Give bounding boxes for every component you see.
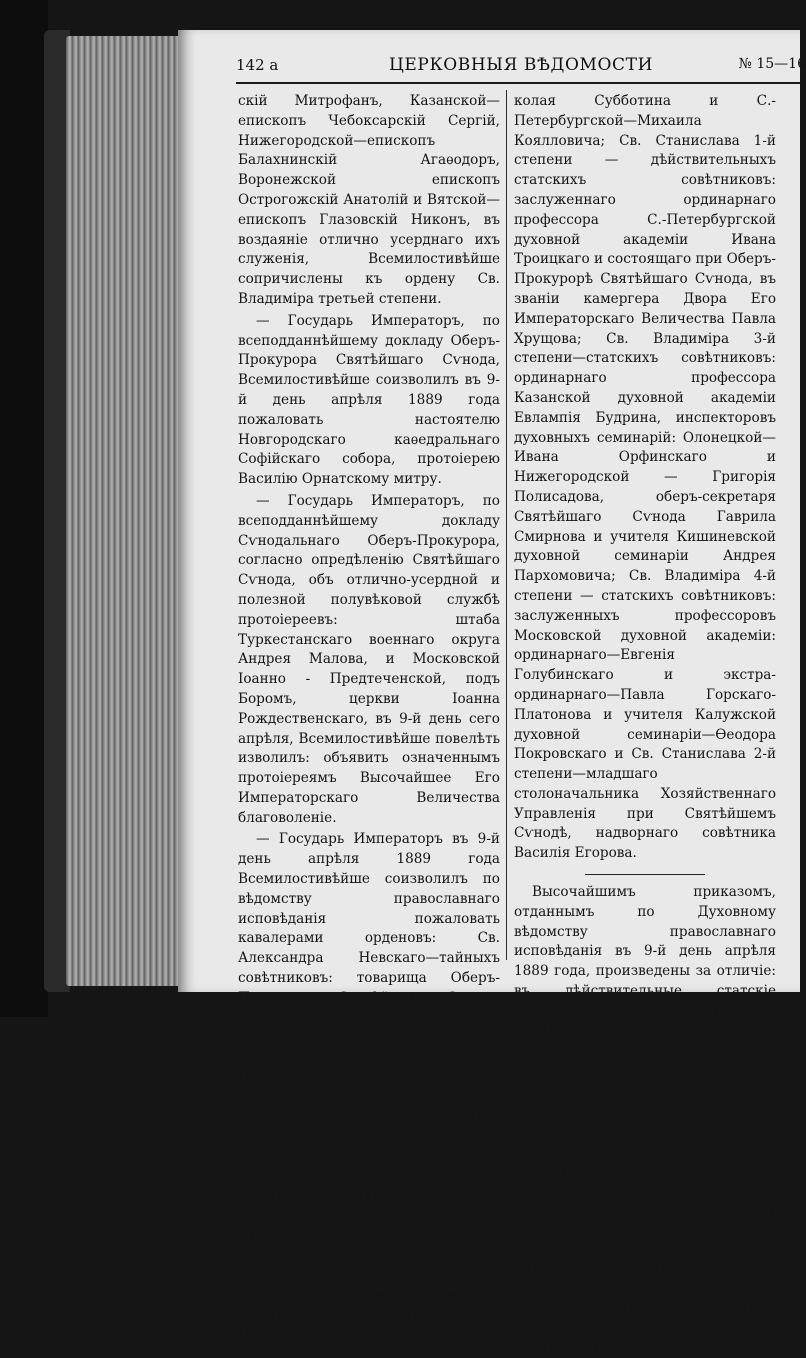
left-column	[238, 92, 500, 1343]
running-header	[236, 54, 806, 80]
book-page-edges	[44, 30, 184, 992]
document-page	[178, 30, 806, 1356]
journal-title: ЦЕРКОВНЫЯ ВѢДОМОСТИ	[388, 55, 654, 75]
issue-number: № 15—16	[738, 56, 806, 72]
paragraph: — Государь Императоръ въ 9-й день апрѣля 1889 года Всемилостивѣйше соизволилъ по вѣдомству православнаго исповѣданія пожаловать кавалерами орденовъ: Св. Александра Невскаго—тайныхъ совѣтниковъ: товарища Оберъ-Прокурора Святѣйшаго Сѵнода Николая Смирнова и директора канцеляріи Оберъ-Прокурора Святѣйшаго Сѵнода Ивана Ненарокомова; Бѣлаго Орла — управляющаго контролемъ при Святѣйшемъ Сѵнодѣ, тайнаго совѣтника Иларіона Чистовича; Св. Анны 1-й степени — дѣйствительныхъ статскихъ совѣтниковъ: члена и правителя дѣлъ Учебнаго Комитета при Святѣйшемъ Сѵнодѣ Александра Добрякова, заслуженныхъ ординарныхъ профессоровъ духовныхъ академій: Кіевской—Дмитрія Поспѣхова, Московской—Ни-	[238, 831, 500, 1343]
paragraph: — Государь Императоръ, по всеподданнѣйшему докладу Сѵнодальнаго Оберъ-Прокурора, согласно опредѣленію Святѣйшаго Сѵнода, объ отлично-усердной и полезной полувѣковой службѣ протоіереевъ: штаба Туркестанскаго военнаго округа Андрея Малова, и Московской Іоанно - Предтеченской, подъ Боромъ, церкви Іоанна Рождественскаго, въ 9-й день сего апрѣля, Всемилостивѣйше повелѣть изволилъ: объявить означеннымъ протоіереямъ Высочайшее Его Императорскаго Величества благоволеніе.	[238, 492, 500, 826]
paragraph: скій Митрофанъ, Казанской—епископъ Чебоксарскій Сергій, Нижегородской—епископъ Балахнинскій Агаѳодоръ, Воронежской епископъ Острогожскій Анатолій и Вятской—епископъ Глазовскій Никонъ, въ воздаяніе отлично усерднаго ихъ служенія, Всемилостивѣйше сопричислены къ ордену Св. Владиміра третьей степени.	[238, 93, 500, 307]
paragraph: колая Субботина и С.-Петербургской—Михаила Коялловича; Св. Станислава 1-й степени — дѣйствительныхъ статскихъ совѣтниковъ: заслуженнаго ординарнаго профессора С.-Петербургской духовной академіи Ивана Троицкаго и состоящаго при Оберъ-Прокурорѣ Святѣйшаго Сѵнода, въ званіи камергера Двора Его Императорскаго Величества Павла Хрущова; Св. Владиміра 3-й степени—статскихъ совѣтниковъ: ординарнаго профессора Казанской духовной академіи Евлампія Будрина, инспекторовъ духовныхъ семинарій: Олонецкой—Ивана Орфинскаго и Нижегородской — Григорія Полисадова, оберъ-секретаря Святѣйшаго Сѵнода Гаврила Смирнова и учителя Кишиневской духовной семинаріи Андрея Пархомовича; Св. Владиміра 4-й степени — статскихъ совѣтниковъ: заслуженныхъ профессоровъ Московской духовной академіи: ординарнаго—Евгенія Голубинскаго и экстра-ординарнаго—Павла Горскаго-Платонова и учителя Калужской духовной семинаріи—Ѳеодора Покровскаго и Св. Станислава 2-й степени—младшаго столоначальника Хозяйственнаго Управленія при Святѣйшемъ Сѵнодѣ, надворнаго совѣтника Василія Егорова.	[514, 93, 776, 862]
right-column	[514, 92, 776, 1356]
header-rule	[236, 82, 800, 84]
paragraph: Высочайшимъ приказомъ, отданнымъ по Духовному вѣдомству православнаго исповѣданія въ 9-й день апрѣля 1889 года, произведены за отличіе: въ дѣйствительные статскіе совѣтники, статскіе совѣтники: членъ Учебнаго Комитета при Святѣйшемъ Сѵнодѣ, посылаемый на ревизіи духовно-учебныхъ заведеній, Петръ Нечаевъ, исправляющій должность ординарнаго профессора С.-Петербургской духовной академіи Николай Барсовъ, экстраординарный профессоръ той-же академіи, оберъ-секретарь Святѣйшаго Сѵнода Тимоѳей Барсовъ, оберъ-секретарь Святѣйшаго Сѵнода Алексѣй Полонскій и врачъ при Петрозаводскомъ духовномъ училищѣ, исправляющій должность инспектора врачебнаго от-	[514, 884, 776, 1356]
scan-background	[0, 0, 48, 1017]
section-divider	[585, 874, 705, 875]
page-number: 142 а	[236, 56, 279, 74]
paragraph: — Государь Императоръ, по всеподданнѣйшему докладу Оберъ-Прокурора Святѣйшаго Сѵнода, Всемилостивѣйше соизволилъ въ 9-й день апрѣля 1889 года пожаловать настоятелю Новгородскаго каѳедральнаго Софійскаго собора, протоіерею Василію Орнатскому митру.	[238, 312, 500, 488]
column-divider	[506, 90, 507, 960]
page-stack	[66, 36, 186, 986]
